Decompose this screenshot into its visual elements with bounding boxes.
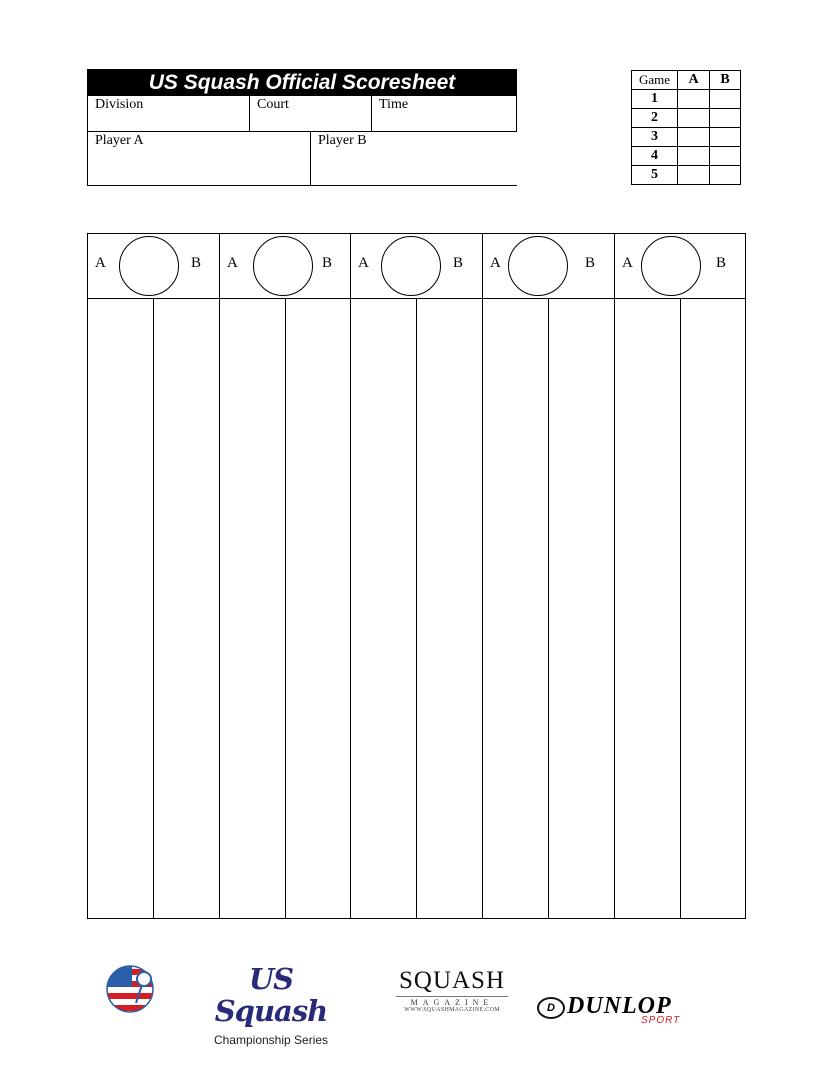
- header-row-players: [87, 132, 517, 186]
- column-divider: [548, 299, 549, 918]
- game-summary-row: [632, 147, 741, 166]
- server-circle[interactable]: [381, 236, 441, 296]
- game-summary-row: [632, 90, 741, 109]
- server-circle[interactable]: [508, 236, 568, 296]
- dunlop-text: DUNLOP: [567, 993, 672, 1019]
- game-a-score-cell[interactable]: [678, 128, 710, 147]
- game-b-score-cell[interactable]: [710, 128, 741, 147]
- squash-magazine-title: SQUASH: [398, 967, 506, 994]
- player-a-marker: A: [490, 255, 501, 271]
- game-summary-header: [632, 71, 741, 90]
- game-block: [350, 234, 482, 918]
- time-field[interactable]: [372, 96, 516, 131]
- player-b-marker: B: [584, 255, 595, 271]
- player-a-field[interactable]: [88, 132, 311, 185]
- game-summary-table: [631, 70, 741, 185]
- game-a-score-cell[interactable]: [678, 147, 710, 166]
- player-b-marker: B: [452, 255, 463, 271]
- server-circle[interactable]: [119, 236, 179, 296]
- championship-series-text: Championship Series: [213, 1033, 329, 1047]
- game-block: [219, 234, 351, 918]
- game-summary-row: [632, 128, 741, 147]
- us-squash-championship-logo: [206, 962, 336, 1047]
- game-block-header: [351, 234, 482, 299]
- game-block-header: [483, 234, 614, 299]
- scoresheet-header: [87, 69, 517, 186]
- server-circle[interactable]: [641, 236, 701, 296]
- game-number: 3: [632, 128, 678, 147]
- squash-magazine-logo: [396, 968, 508, 1024]
- game-number: 4: [632, 147, 678, 166]
- column-divider: [153, 299, 154, 918]
- dunlop-sport-logo: [537, 993, 721, 1029]
- header-row-match-info: [87, 96, 517, 132]
- game-block-header: [615, 234, 745, 299]
- game-block: [88, 234, 220, 918]
- player-b-marker: B: [321, 255, 332, 271]
- division-label: Division: [95, 97, 144, 112]
- time-label: Time: [379, 97, 409, 112]
- game-b-score-cell[interactable]: [710, 166, 741, 185]
- game-block-header: [88, 234, 220, 299]
- game-a-score-cell[interactable]: [678, 166, 710, 185]
- player-a-label: Player A: [95, 133, 144, 148]
- us-squash-flag-ball-icon: [106, 963, 158, 1015]
- column-divider: [416, 299, 417, 918]
- player-a-marker: A: [358, 255, 369, 271]
- squash-magazine-subtitle: MAGAZINE: [396, 996, 508, 1007]
- dunlop-mark-icon: D: [537, 997, 565, 1019]
- game-block: [614, 234, 745, 918]
- court-label: Court: [257, 97, 289, 112]
- server-circle[interactable]: [253, 236, 313, 296]
- us-squash-logo-text: US Squash: [214, 962, 328, 1028]
- game-a-score-cell[interactable]: [678, 109, 710, 128]
- a-column-header: A: [678, 71, 710, 90]
- game-number: 2: [632, 109, 678, 128]
- player-b-marker: B: [190, 255, 201, 271]
- game-b-score-cell[interactable]: [710, 147, 741, 166]
- player-b-label: Player B: [318, 133, 367, 148]
- player-b-field[interactable]: [311, 132, 517, 185]
- game-b-score-cell[interactable]: [710, 109, 741, 128]
- game-a-score-cell[interactable]: [678, 90, 710, 109]
- division-field[interactable]: [88, 96, 250, 131]
- game-summary-row: [632, 109, 741, 128]
- player-a-marker: A: [622, 255, 633, 271]
- player-b-marker: B: [715, 255, 726, 271]
- game-summary-row: [632, 166, 741, 185]
- game-block-header: [220, 234, 351, 299]
- page-title: US Squash Official Scoresheet: [87, 69, 517, 96]
- game-column-header: Game: [632, 71, 678, 90]
- player-a-marker: A: [95, 255, 106, 271]
- column-divider: [680, 299, 681, 918]
- player-a-marker: A: [227, 255, 238, 271]
- scoring-grid: [87, 233, 746, 919]
- game-b-score-cell[interactable]: [710, 90, 741, 109]
- court-field[interactable]: [250, 96, 372, 131]
- game-number: 5: [632, 166, 678, 185]
- b-column-header: B: [710, 71, 741, 90]
- game-block: [482, 234, 614, 918]
- column-divider: [285, 299, 286, 918]
- dunlop-sport-text: SPORT: [641, 1015, 681, 1026]
- squash-magazine-url: WWW.SQUASHMAGAZINE.COM: [404, 1007, 500, 1013]
- game-number: 1: [632, 90, 678, 109]
